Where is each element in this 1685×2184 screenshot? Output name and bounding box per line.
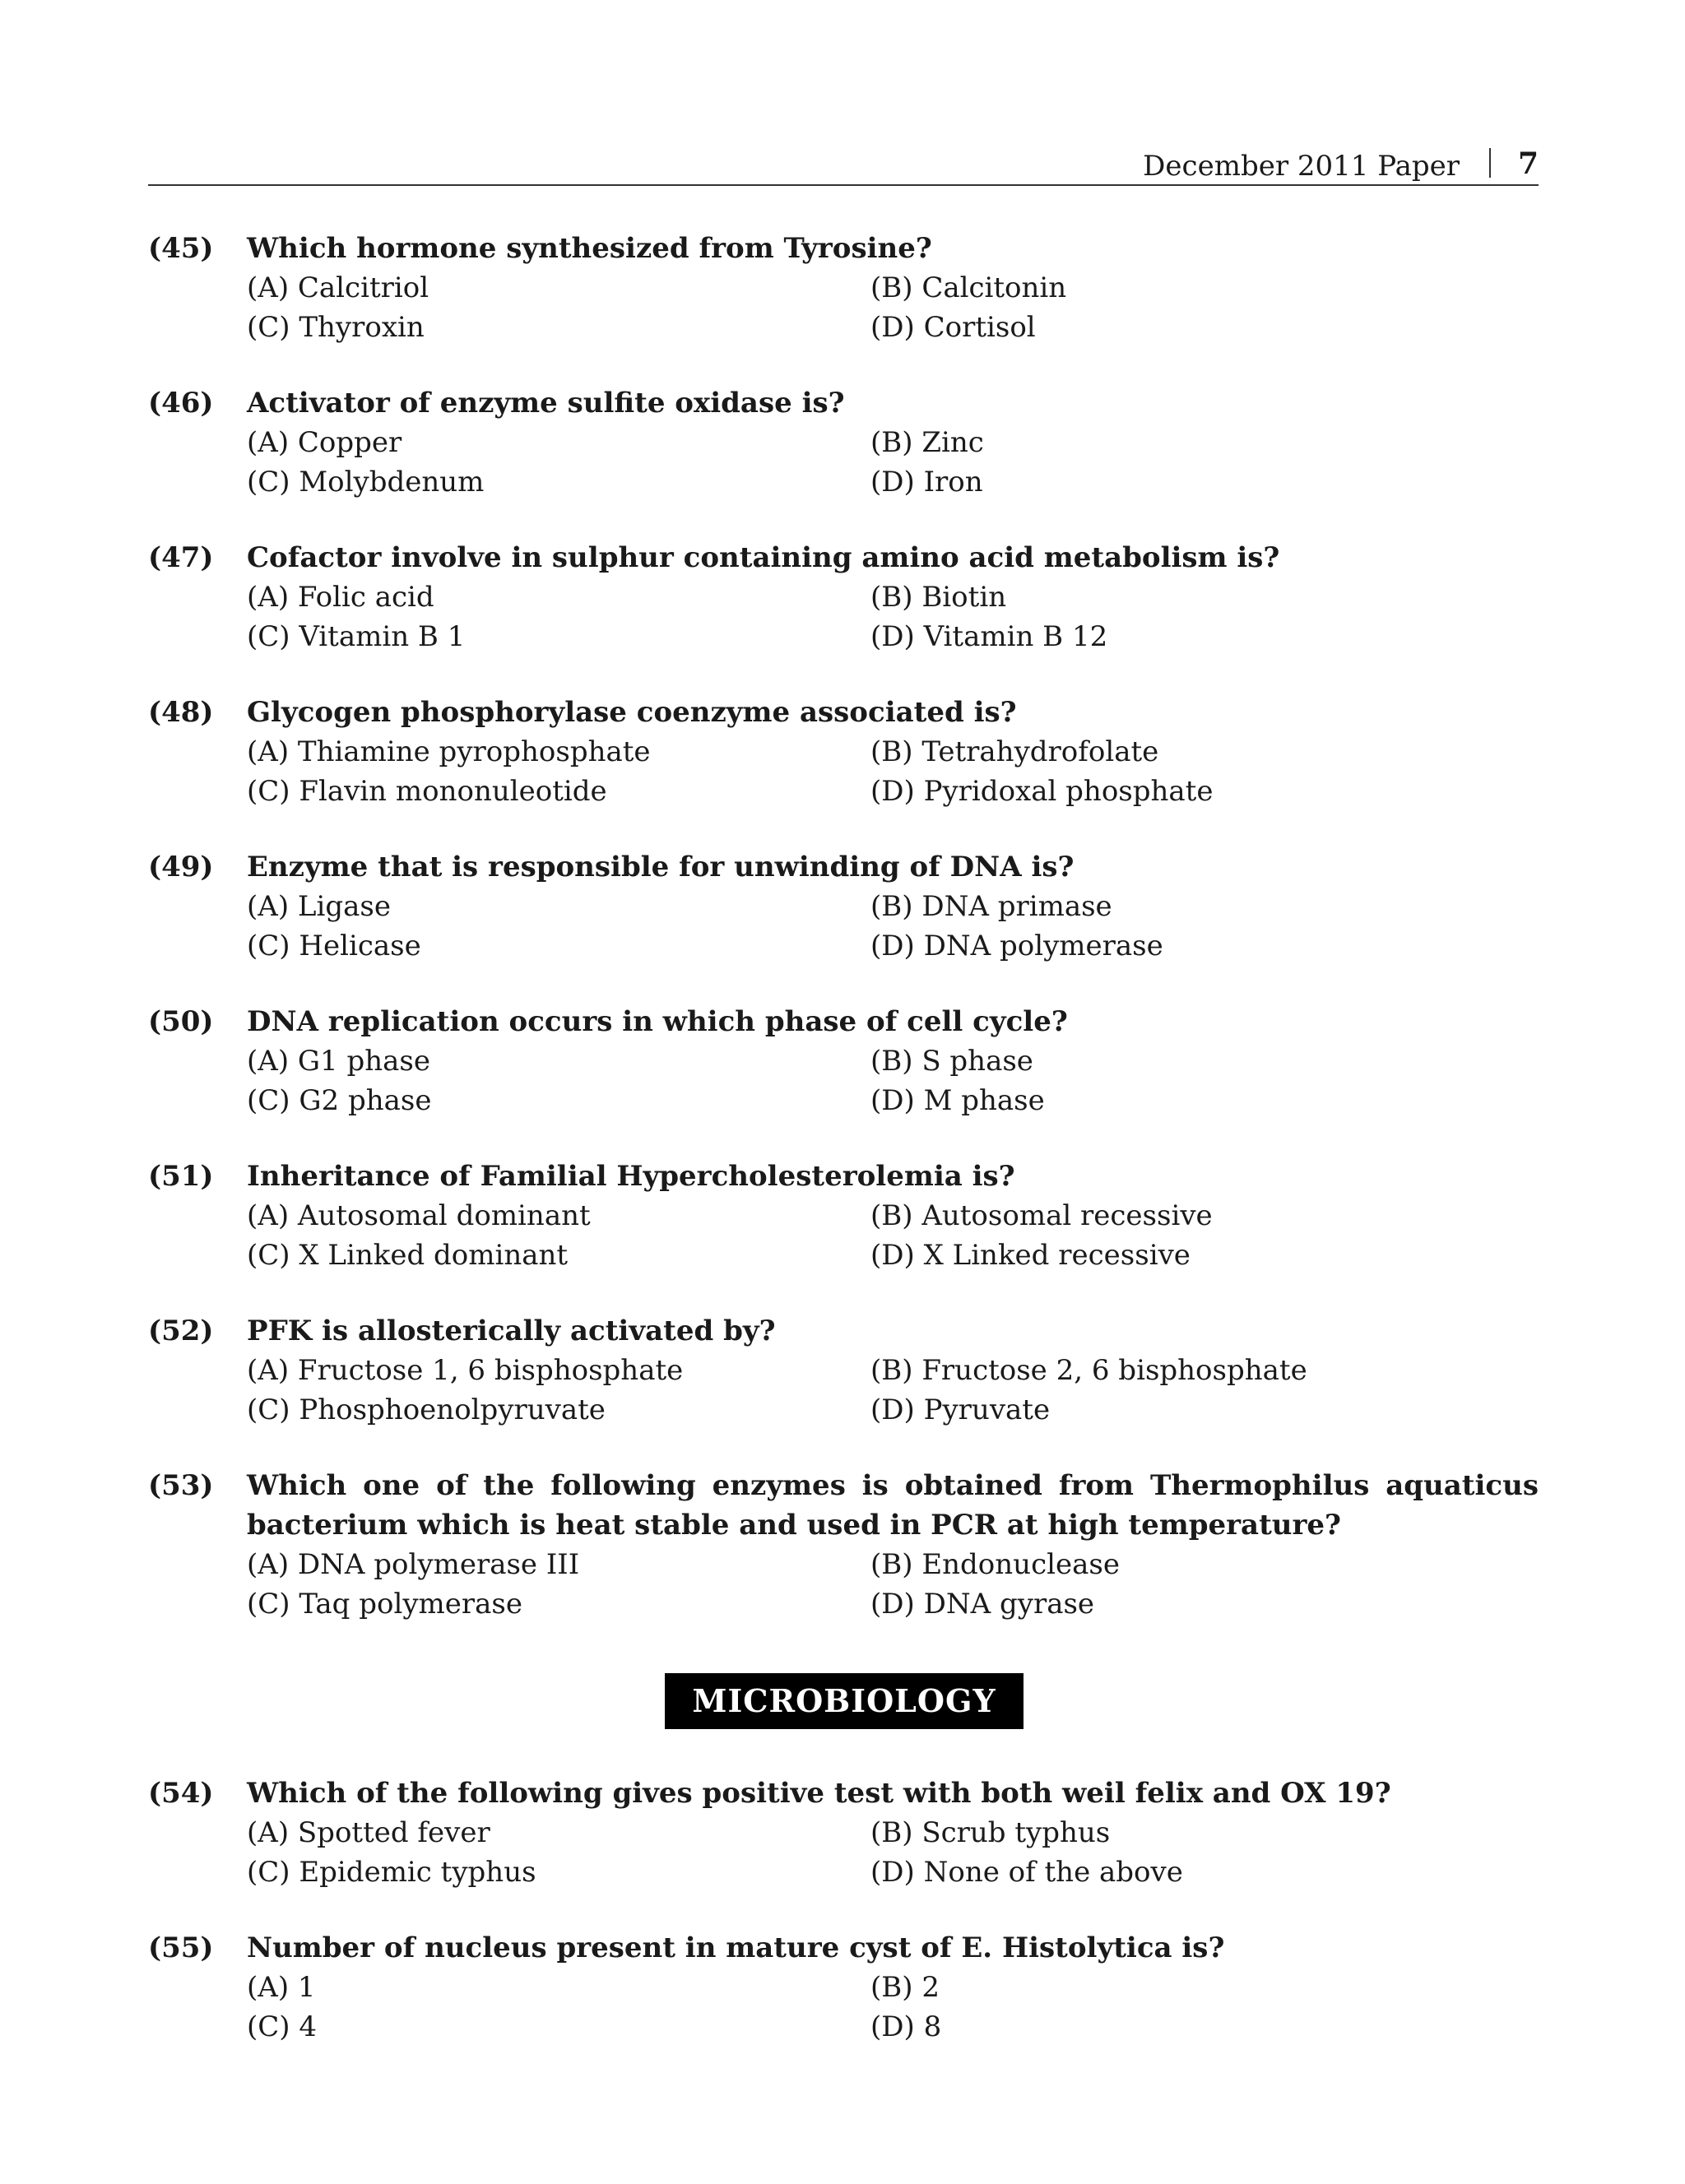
option-b: (B) Zinc (870, 426, 984, 459)
question-text: Cofactor involve in sulphur containing amino acid metabolism is? (247, 541, 1280, 574)
option-d: (D) DNA gyrase (870, 1588, 1095, 1621)
question-number: (53) (148, 1469, 214, 1502)
question-number: (51) (148, 1160, 214, 1193)
option-b: (B) Calcitonin (870, 271, 1067, 304)
option-c: (C) Phosphoenolpyruvate (247, 1393, 606, 1426)
option-a: (A) DNA polymerase III (247, 1548, 580, 1581)
option-c: (C) G2 phase (247, 1084, 432, 1117)
question-text: Which of the following gives positive test with both weil felix and OX 19? (247, 1777, 1391, 1810)
option-a: (A) Calcitriol (247, 271, 429, 304)
option-d: (D) M phase (870, 1084, 1045, 1117)
option-b: (B) Biotin (870, 581, 1007, 614)
option-d: (D) 8 (870, 2010, 942, 2043)
question-item (148, 1002, 1539, 1120)
options-grid (247, 577, 1539, 656)
question-item (148, 1157, 1539, 1275)
option-d: (D) Iron (870, 466, 983, 498)
question-number: (49) (148, 851, 214, 883)
option-c: (C) Taq polymerase (247, 1588, 523, 1621)
option-b: (B) S phase (870, 1045, 1033, 1078)
option-b: (B) Scrub typhus (870, 1816, 1111, 1849)
option-a: (A) 1 (247, 1971, 316, 2004)
options-grid (247, 887, 1539, 966)
option-a: (A) Spotted fever (247, 1816, 490, 1849)
option-d: (D) None of the above (870, 1856, 1183, 1889)
option-d: (D) X Linked recessive (870, 1239, 1191, 1272)
options-grid (247, 423, 1539, 502)
question-number: (55) (148, 1931, 214, 1964)
option-d: (D) Pyridoxal phosphate (870, 775, 1214, 808)
option-b: (B) Fructose 2, 6 bisphosphate (870, 1354, 1307, 1387)
option-d: (D) Pyruvate (870, 1393, 1051, 1426)
question-item (148, 1311, 1539, 1430)
question-item (148, 847, 1539, 966)
options-grid (247, 1041, 1539, 1120)
option-a: (A) G1 phase (247, 1045, 430, 1078)
options-grid (247, 1196, 1539, 1275)
option-b: (B) 2 (870, 1971, 940, 2004)
option-a: (A) Ligase (247, 890, 391, 923)
option-c: (C) Vitamin B 1 (247, 620, 466, 653)
header-divider (1489, 148, 1491, 178)
question-text: Number of nucleus present in mature cyst of E. Histolytica is? (247, 1931, 1225, 1964)
question-number: (46) (148, 387, 214, 420)
section-heading: MICROBIOLOGY (665, 1673, 1024, 1729)
page-header (148, 145, 1539, 186)
question-text: DNA replication occurs in which phase of cell cycle? (247, 1005, 1068, 1038)
option-c: (C) Epidemic typhus (247, 1856, 536, 1889)
option-d: (D) DNA polymerase (870, 930, 1163, 962)
question-item (148, 383, 1539, 502)
question-list (148, 229, 1539, 1660)
option-b: (B) Endonuclease (870, 1548, 1120, 1581)
question-text: PFK is allosterically activated by? (247, 1315, 776, 1347)
option-a: (A) Fructose 1, 6 bisphosphate (247, 1354, 684, 1387)
option-d: (D) Vitamin B 12 (870, 620, 1108, 653)
page-number: 7 (1517, 146, 1539, 181)
options-grid (247, 732, 1539, 811)
option-b: (B) Tetrahydrofolate (870, 735, 1159, 768)
option-a: (A) Folic acid (247, 581, 434, 614)
question-item (148, 229, 1539, 347)
question-number: (50) (148, 1005, 214, 1038)
options-grid (247, 1351, 1539, 1430)
option-c: (C) Helicase (247, 930, 421, 962)
option-c: (C) 4 (247, 2010, 317, 2043)
option-c: (C) Thyroxin (247, 311, 425, 344)
options-grid (247, 1968, 1539, 2047)
question-item (148, 693, 1539, 811)
question-item (148, 538, 1539, 656)
option-b: (B) DNA primase (870, 890, 1112, 923)
microbiology-question-list (148, 1774, 1539, 2083)
options-grid (247, 1813, 1539, 1892)
options-grid (247, 268, 1539, 347)
option-a: (A) Copper (247, 426, 402, 459)
question-text: Activator of enzyme sulfite oxidase is? (247, 387, 845, 420)
question-number: (54) (148, 1777, 214, 1810)
question-text: Enzyme that is responsible for unwinding of DNA is? (247, 851, 1075, 883)
paper-title: December 2011 Paper (1143, 150, 1460, 183)
question-number: (47) (148, 541, 214, 574)
option-a: (A) Autosomal dominant (247, 1199, 591, 1232)
question-text: Which hormone synthesized from Tyrosine? (247, 232, 932, 265)
question-text: Which one of the following enzymes is obtained from Thermophilus aquaticus bacterium which is heat stable and used in PCR at high temperature? (247, 1469, 1539, 1542)
option-c: (C) X Linked dominant (247, 1239, 569, 1272)
option-a: (A) Thiamine pyrophosphate (247, 735, 651, 768)
question-text: Inheritance of Familial Hypercholesterolemia is? (247, 1160, 1015, 1193)
question-text: Glycogen phosphorylase coenzyme associated is? (247, 696, 1017, 729)
question-item (148, 1928, 1539, 2047)
question-item (148, 1774, 1539, 1892)
option-c: (C) Molybdenum (247, 466, 485, 498)
option-c: (C) Flavin mononuleotide (247, 775, 607, 808)
option-b: (B) Autosomal recessive (870, 1199, 1213, 1232)
question-number: (52) (148, 1315, 214, 1347)
options-grid (247, 1545, 1539, 1624)
question-number: (48) (148, 696, 214, 729)
question-number: (45) (148, 232, 214, 265)
question-item (148, 1466, 1539, 1624)
option-d: (D) Cortisol (870, 311, 1036, 344)
